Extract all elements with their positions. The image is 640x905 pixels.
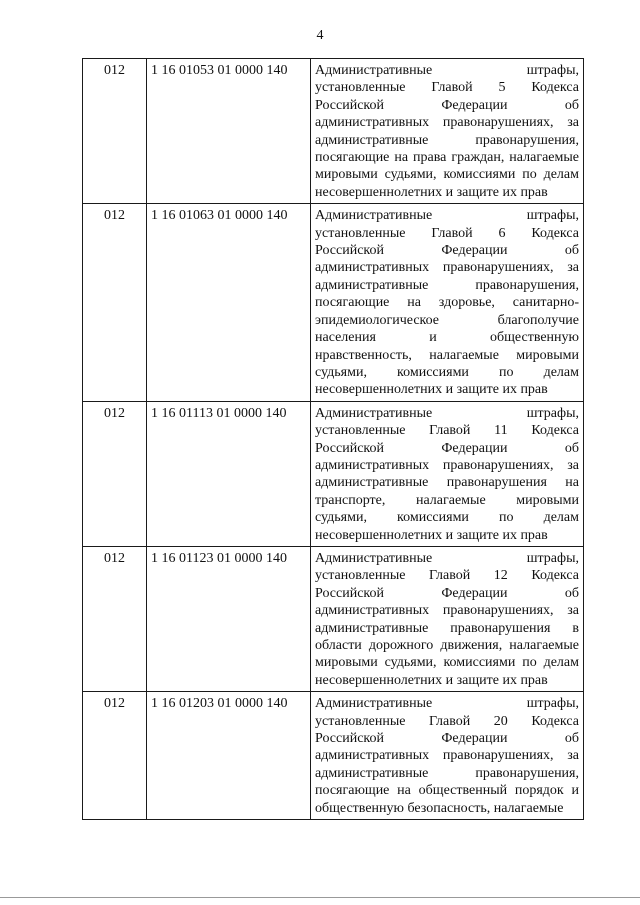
kbk-code-cell: 1 16 01203 01 0000 140 [147, 692, 311, 820]
revenue-name-cell: Административные штрафы, установленные Главой 20 Кодекса Российской Федерации об административных правонарушениях, за административные правонарушения, посягающие на общественный порядок и общественную безопасность, налагаемые [311, 692, 584, 820]
revenue-name-cell: Административные штрафы, установленные Главой 11 Кодекса Российской Федерации об административных правонарушениях, за административные правонарушения на транспорте, налагаемые мировыми судьями, комиссиями по делам несовершеннолетних и защите их прав [311, 401, 584, 546]
admin-code-cell: 012 [83, 546, 147, 691]
page-number: 4 [316, 28, 324, 43]
budget-codes-table [82, 58, 584, 820]
revenue-name-cell: Административные штрафы, установленные Главой 5 Кодекса Российской Федерации об административных правонарушениях, за административные правонарушения, посягающие на права граждан, налагаемые мировыми судьями, комиссиями по делам несовершеннолетних и защите их прав [311, 59, 584, 204]
table-row [83, 59, 584, 204]
page-bottom-rule [0, 897, 640, 898]
admin-code-cell: 012 [83, 59, 147, 204]
kbk-code-cell: 1 16 01123 01 0000 140 [147, 546, 311, 691]
kbk-code-cell: 1 16 01053 01 0000 140 [147, 59, 311, 204]
admin-code-cell: 012 [83, 204, 147, 401]
table-row [83, 401, 584, 546]
kbk-code-cell: 1 16 01113 01 0000 140 [147, 401, 311, 546]
table-row [83, 204, 584, 401]
revenue-name-cell: Административные штрафы, установленные Главой 12 Кодекса Российской Федерации об административных правонарушениях, за административные правонарушения в области дорожного движения, налагаемые мировыми судьями, комиссиями по делам несовершеннолетних и защите их прав [311, 546, 584, 691]
table-row [83, 546, 584, 691]
admin-code-cell: 012 [83, 692, 147, 820]
admin-code-cell: 012 [83, 401, 147, 546]
kbk-code-cell: 1 16 01063 01 0000 140 [147, 204, 311, 401]
table-row [83, 692, 584, 820]
revenue-name-cell: Административные штрафы, установленные Главой 6 Кодекса Российской Федерации об административных правонарушениях, за административные правонарушения, посягающие на здоровье, санитарно-эпидемиологическое благополучие населения и общественную нравственность, налагаемые мировыми судьями, комиссиями по делам несовершеннолетних и защите их прав [311, 204, 584, 401]
